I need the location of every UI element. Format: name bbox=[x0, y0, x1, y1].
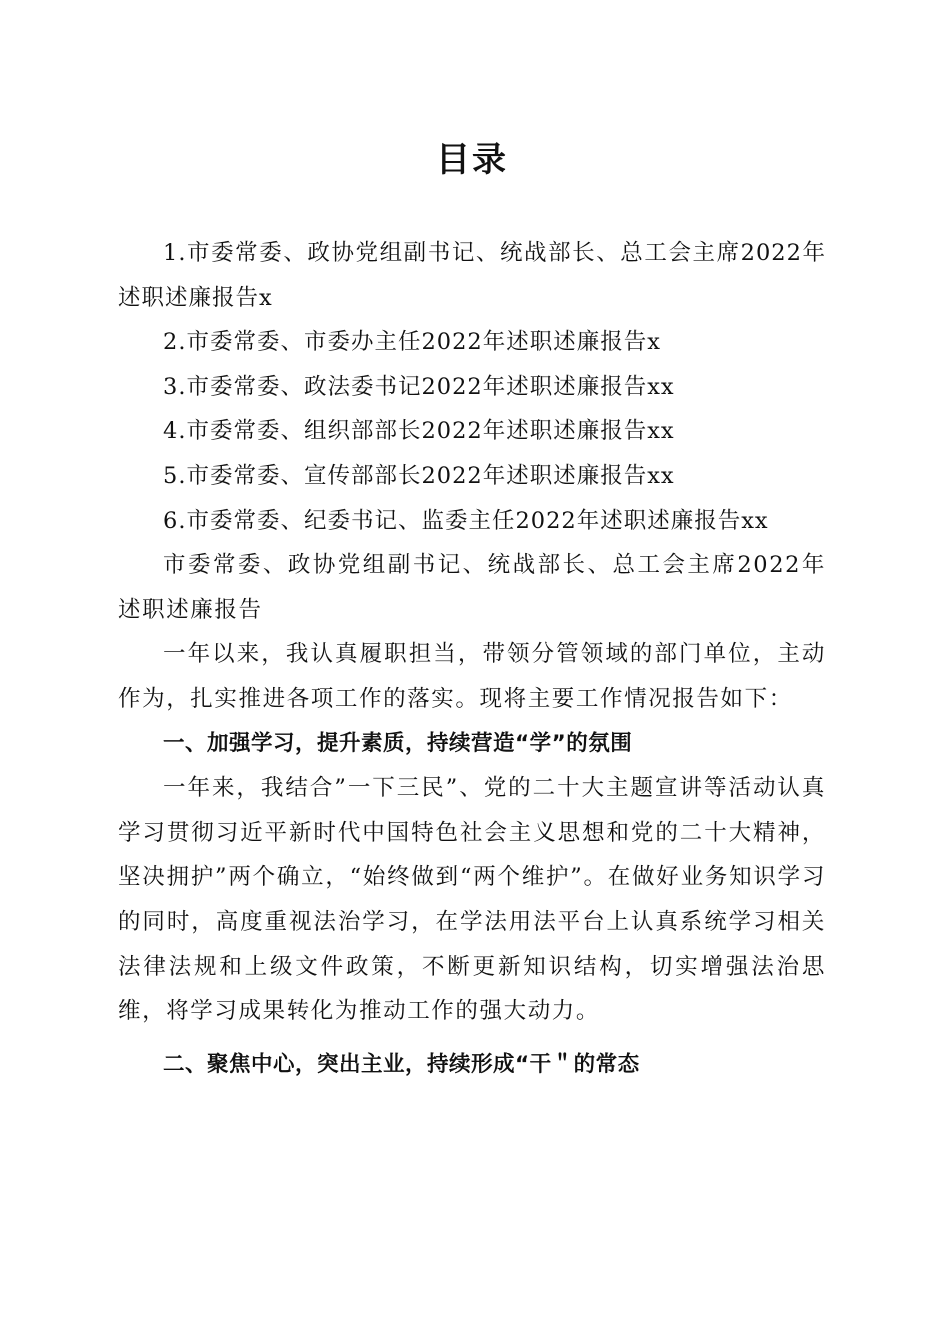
toc-item: 5.市委常委、宣传部部长2022年述职述廉报告xx bbox=[163, 462, 675, 489]
toc-item: 3.市委常委、政法委书记2022年述职述廉报告xx bbox=[163, 373, 675, 400]
intro-paragraph: 一年以来，我认真履职担当，带领分管领域的部门单位，主动作为，扎实推进各项工作的落实。现将主要工作情况报告如下： bbox=[118, 641, 826, 712]
toc-item: 1.市委常委、政协党组副书记、统战部长、总工会主席2022年述职述廉报告x bbox=[118, 240, 826, 311]
section-heading: 一、加强学习，提升素质，持续营造“学”的氛围 bbox=[163, 730, 633, 756]
paragraph-gap bbox=[118, 1034, 826, 1043]
report-title: 市委常委、政协党组副书记、统战部长、总工会主席2022年述职述廉报告 bbox=[118, 552, 826, 623]
toc-item: 6.市委常委、纪委书记、监委主任2022年述职述廉报告xx bbox=[163, 507, 769, 534]
section-heading: 二、聚焦中心，突出主业，持续形成“干＂的常态 bbox=[163, 1051, 640, 1077]
toc-item: 2.市委常委、市委办主任2022年述职述廉报告x bbox=[163, 329, 661, 356]
toc-item: 4.市委常委、组织部部长2022年述职述廉报告xx bbox=[163, 418, 675, 445]
document-body bbox=[118, 231, 826, 1087]
table-of-contents bbox=[118, 231, 826, 543]
document-title: 目录 bbox=[436, 140, 508, 180]
body-paragraph: 一年来，我结合”一下三民”、党的二十大主题宣讲等活动认真学习贯彻习近平新时代中国特色社会主义思想和党的二十大精神，坚决拥护”两个确立，“始终做到“两个维护”。在做好业务知识学习的同时，高度重视法治学习，在学法用法平台上认真系统学习相关法律法规和上级文件政策，不断更新知识结构，切实增强法治思维，将学习成果转化为推动工作的强大动力。 bbox=[118, 775, 826, 1025]
